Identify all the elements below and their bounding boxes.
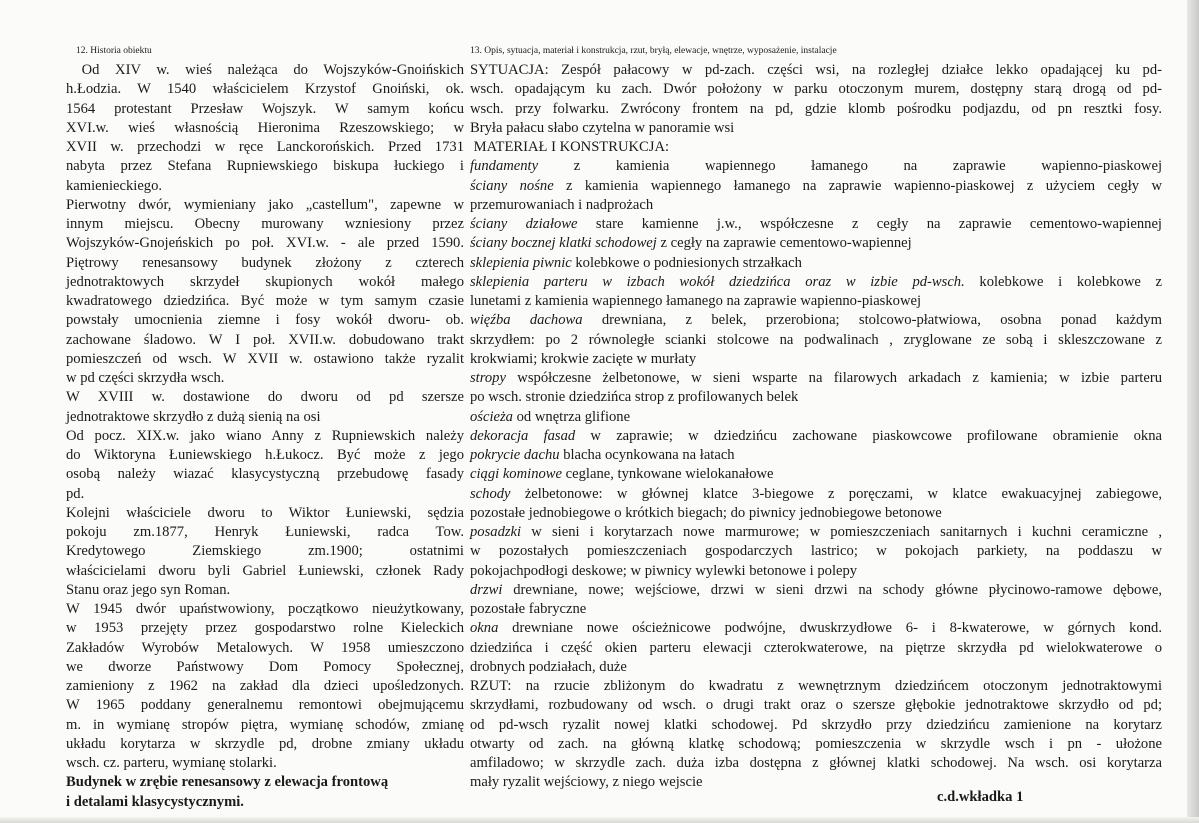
history-line: pokoju zm.1877, Henryk Łuniewski, radca Tow. (66, 524, 464, 540)
description-line (470, 292, 1162, 311)
description-line (470, 485, 1162, 504)
element-description: stare kamienne j.w., współczesne z cegły na zaprawie cementowo-wapiennej (577, 216, 1162, 232)
element-term: okna (470, 620, 499, 637)
element-term: ściany bocznej klatki schodowej (470, 235, 657, 252)
element-description: drewniane, nowe; wejściowe, drzwi w sieni drzwi na schody główne płycinowo-ramowe dębowe, (502, 581, 1162, 598)
description-line (470, 100, 1162, 119)
history-line: W XVIII w. dostawione do dworu od pd szersze (66, 389, 464, 406)
history-line: powstały umocnienia ziemne i fosy wokół dworu- ob. (66, 312, 464, 329)
description-line (470, 562, 1162, 581)
element-description: kolebkowe o podniesionych strzałkach (571, 254, 802, 271)
history-line: Kredytowego Ziemskiego zm.1900; ostatnimi (66, 543, 464, 560)
history-line: jednotraktowe skrzydło z dużą sienią na osi (66, 408, 321, 425)
history-line: innym miejscu. Obecny murowany wzniesiony przez (66, 216, 464, 232)
history-line: w 1953 przejęty przez gospodarstwo rolne Kieleckich (66, 620, 464, 637)
description-line (470, 273, 1162, 292)
description-line (470, 542, 1162, 561)
description-line (470, 119, 1162, 138)
description-line (470, 677, 1162, 696)
history-line: kamienieckiego. (66, 177, 163, 194)
description-line (470, 254, 1162, 273)
element-description: drobnych podziałach, duże (470, 658, 627, 675)
history-line: Od pocz. XIX.w. jako wiano Anny z Rupniewskich należy (66, 427, 464, 444)
history-line: Od XIV w. wieś należąca do Wojszyków-Gnoińskich (66, 62, 464, 78)
history-line: Pierwotny dwór, wymieniany jako „castellum", zapewne w (66, 196, 464, 213)
description-column (470, 61, 1162, 793)
element-term: drzwi (470, 581, 503, 598)
description-line (470, 581, 1162, 600)
element-description: otwarty od zach. na główną klatkę schodową; pomieszczenia w skrzydle wsch i pn - ułożone (470, 735, 1162, 752)
element-description: amfiladowo; w skrzydle zach. duża izba dostępna z głównej klatki schodowej. Na wsch. osi korytarza (470, 755, 1162, 771)
description-line (470, 157, 1162, 176)
description-line (470, 619, 1162, 638)
description-line (470, 658, 1162, 677)
element-description: w zaprawie; w dziedzińcu zachowane piaskowcowe profilowane obramienie okna (575, 427, 1162, 444)
element-term: stropy (470, 370, 506, 386)
history-line: Wojszyków-Gnojeńskich po poł. XVI.w. - ale przed 1590. (66, 235, 464, 252)
element-term: fundamenty (470, 158, 539, 175)
description-line (470, 80, 1162, 99)
element-description: pozostałe fabryczne (470, 601, 587, 617)
element-term: posadzki (470, 524, 522, 540)
element-description: ceglane, tynkowane wielokanałowe (562, 466, 774, 483)
description-line (470, 234, 1162, 253)
element-term: ściany nośne (470, 177, 554, 194)
description-line (470, 600, 1162, 619)
element-description: z kamienia wapiennego łamanego na zaprawie wapienno-piaskowej (538, 158, 1162, 175)
element-description: współczesne żelbetonowe, w sieni wsparte na filarowych arkadach z kamienia; w izbie parteru (505, 370, 1162, 386)
history-line: Kolejni właściciele dworu to Wiktor Łuniewski, sędzia (66, 504, 464, 521)
element-description: drewniane nowe ościeżnicowe podwójne, dwuskrzydłowe 6- i 8-kwaterowe, w górnych kond. (498, 620, 1162, 637)
description-line (470, 331, 1162, 350)
section-header-history: 12. Historia obiektu (76, 46, 152, 56)
history-line: Stanu oraz jego syn Roman. (66, 581, 231, 598)
description-line (470, 465, 1162, 484)
element-description: kolebkowe i kolebkowe z (964, 273, 1162, 290)
element-description: w pozostałych pomieszczeniach gospodarczych lastrico; w pokojach parkiety, na poddaszu w (470, 543, 1162, 560)
description-line (470, 388, 1162, 407)
element-description: wsch. opadającym ku zach. Dwór położony w parku otoczonym murem, dostępny starą drogą od pd- (470, 81, 1162, 98)
element-description: drewniana, z belek, przerobiona; stolcowo-płatwiowa, osobna ponad każdym (582, 312, 1162, 329)
element-description: mały ryzalit wejściowy, z niego wejscie (470, 774, 703, 791)
element-term: ciągi kominowe (470, 466, 563, 483)
history-line: we dworze Państwowy Dom Pomocy Społecznej, (66, 658, 464, 675)
element-description: blacha ocynkowana na łatach (559, 447, 735, 463)
history-line: Piętrowy renesansowy budynek złożony z czterech (66, 254, 464, 271)
history-line: w pd części skrzydła wsch. (66, 370, 225, 386)
element-term: sklepienia parteru w izbach wokół dziedzińca oraz w izbie pd-wsch. (470, 273, 965, 290)
description-line (470, 716, 1162, 735)
description-line (470, 773, 1162, 792)
history-line: XVII w. przechodzi w ręce Lanckorońskich. Przed 1731 (66, 139, 464, 155)
description-line (470, 523, 1162, 542)
element-term: sklepienia piwnic (470, 254, 572, 271)
history-column (66, 61, 464, 812)
element-term: schody (470, 485, 511, 502)
page-edge-shadow-right (1187, 0, 1199, 823)
history-line: zachowane śladowo. W I poł. XVII.w. dobudowano trakt (66, 331, 464, 348)
element-description: od wnętrza glifione (512, 408, 631, 425)
element-description: z kamienia wapiennego łamanego na zaprawie wapienno-piaskowej z użyciem cegły w (553, 177, 1162, 194)
element-term: ściany działowe (470, 216, 578, 232)
description-line (470, 696, 1162, 715)
history-line: nabyta przez Stefana Rupniewskiego biskupa łuckiego i (66, 158, 464, 175)
description-line (470, 446, 1162, 465)
element-description: pokojachpodłogi deskowe; w piwnicy wylewki betonowe i polepy (470, 562, 858, 579)
element-description: dziedzińca i część okien parteru elewacji czterokwaterowe, na piętrze skrzydła pd wielokwaterowe o (470, 639, 1162, 656)
history-line: m. in wymianę stropów piętra, wymianę schodów, zmianę (66, 716, 464, 733)
element-description: pozostałe jednobiegowe o krótkich biegach; do piwnicy jednobiegowe betonowe (470, 504, 942, 521)
element-description: MATERIAŁ I KONSTRUKCJA: (470, 139, 670, 155)
element-description: Bryła pałacu słabo czytelna w panoramie wsi (470, 119, 735, 136)
element-description: RZUT: na rzucie zbliżonym do kwadratu z wewnętrznym dziedzińcem otoczonym jednotraktowymi (470, 678, 1162, 694)
history-line: właścicielami dworu byli Gabriel Łuniewski, członek Rady (66, 562, 464, 579)
element-description: wsch. przy folwarku. Zwrócony frontem na pd, gdzie klomb pośrodku podjazdu, od pn resztki fosy. (470, 100, 1162, 117)
description-line (470, 61, 1162, 80)
history-line: pd. (66, 485, 85, 502)
section-header-description: 13. Opis, sytuacja, materiał i konstrukcja, rzut, bryłą, elewacje, wnętrze, wyposażenie, instalacje (470, 46, 837, 56)
history-line: zamieniony z 1962 na zakład dla dzieci upośledzonych. (66, 678, 464, 694)
history-line: pomieszczeń od wsch. W XVII w. ostawiono także ryzalit (66, 350, 464, 367)
element-description: skrzydłem: po 2 równoległe scianki stolcowe na podwalinach , zryglowane ze sobą i skleszczowane z (470, 331, 1162, 348)
history-line: XVI.w. wieś własnością Hieronima Rzeszowskiego; w (66, 119, 464, 136)
history-line: kwadratowego dziedzińca. Być może w tym samym czasie (66, 293, 464, 309)
description-line (470, 427, 1162, 446)
description-line (470, 196, 1162, 215)
element-description: w sieni i korytarzach nowe marmurowe; w pomieszczeniach sanitarnych i kuchni ceramiczne , (521, 524, 1162, 540)
history-line: osobą należy wiazać klasycystyczną przebudowę fasady (66, 466, 464, 483)
element-term: ościeża (470, 408, 513, 425)
history-conclusion-line: i detalami klasycystycznymi. (66, 793, 244, 810)
element-description: od pd-wsch ryzalit nowej klatki schodowej. Pd skrzydło przy dziedzińcu zamienione na korytarz (470, 716, 1162, 733)
element-term: pokrycie dachu (470, 447, 560, 463)
element-term: dekoracja fasad (470, 427, 576, 444)
history-line: W 1945 dwór upaństwowiony, początkowo nieużytkowany, (66, 601, 464, 617)
history-line: Zakładów Wyrobów Metalowych. W 1958 umieszczono (66, 639, 464, 656)
description-line (470, 138, 1162, 157)
description-line (470, 215, 1162, 234)
description-line (470, 754, 1162, 773)
history-line: wsch. cz. parteru, wymianę stolarki. (66, 755, 277, 771)
history-line: 1564 protestant Przesław Wojszyk. W samym końcu (66, 100, 464, 117)
history-line: W 1965 poddany generalnemu remontowi obejmującemu (66, 697, 464, 714)
element-description: żelbetonowe: w głównej klatce 3-biegowe z poręczami, w klatce ewakuacyjnej zabiegowe, (510, 485, 1162, 502)
page-edge-shadow-bottom (0, 817, 1199, 823)
history-line: jednotraktowych skrzydeł skupionych wokół małego (66, 273, 464, 290)
element-description: SYTUACJA: Zespół pałacowy w pd-zach. części wsi, na rozległej działce lekko opadającej ku pd- (470, 62, 1162, 78)
description-line (470, 350, 1162, 369)
description-line (470, 311, 1162, 330)
description-line (470, 408, 1162, 427)
element-term: więźba dachowa (470, 312, 583, 329)
element-description: krokwiami; krokwie zacięte w murłaty (470, 350, 697, 367)
description-line (470, 735, 1162, 754)
continuation-note: c.d.wkładka 1 (937, 789, 1024, 805)
history-conclusion-line: Budynek w zrębie renesansowy z elewacja frontową (66, 774, 389, 791)
element-description: przemurowaniach i nadprożach (470, 196, 654, 213)
history-line: do Wiktoryna Łuniewskiego h.Łukocz. Być może z jego (66, 447, 464, 463)
description-line (470, 369, 1162, 388)
description-line (470, 177, 1162, 196)
description-line (470, 639, 1162, 658)
element-description: lunetami z kamienia wapiennego łamanego na zaprawie wapienno-piaskowej (470, 293, 922, 309)
history-line: układu korytarza w skrzydle pd, drobne zmiany układu (66, 735, 464, 752)
element-description: po wsch. stronie dziedzińca strop z profilowanych belek (470, 389, 799, 406)
element-description: skrzydłami, rozbudowany od wsch. o drugi trakt oraz o szersze głębokie jednotraktowe skrzydło od pd; (470, 697, 1162, 714)
history-line: h.Łodzia. W 1540 właścicielem Krzystof Gnoiński, ok. (66, 81, 464, 98)
element-description: z cegły na zaprawie cementowo-wapiennej (656, 235, 912, 252)
description-line (470, 504, 1162, 523)
